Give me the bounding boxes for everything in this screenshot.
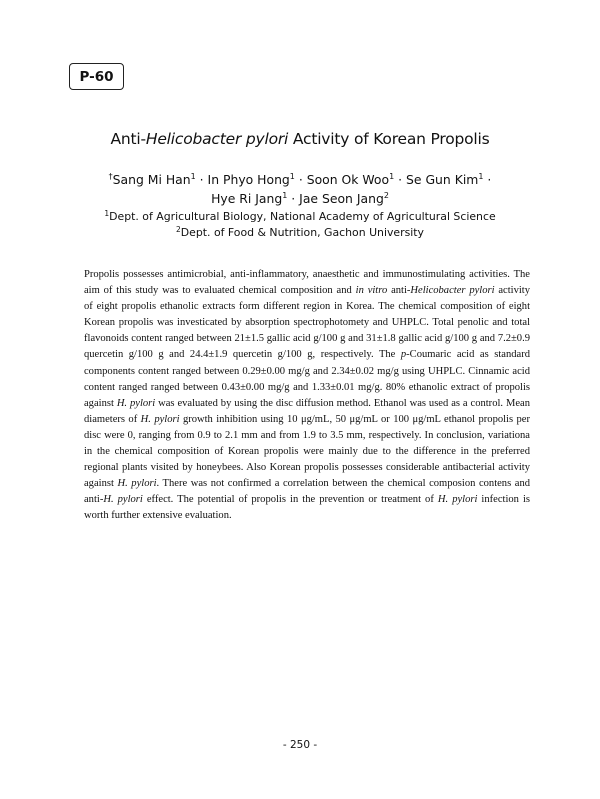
abstract-line: flavonoids content ranged between 21±1.5 gallic acid g/100 g and 31±1.8 gallic acid g/100 g and 7.2±0.9 — [84, 333, 530, 345]
author-separator: · — [195, 172, 208, 187]
author-list — [0, 170, 600, 208]
corresponding-mark: † — [108, 172, 113, 181]
abstract-line: disc were 0, ranging from 0.9 to 2.1 mm and from 1.9 to 3.5 mm, respectively. In conclusion, variationa — [84, 429, 530, 441]
author-name: Se Gun Kim — [406, 172, 479, 187]
author-line-2 — [0, 189, 600, 208]
author-name: Hye Ri Jang — [211, 191, 283, 206]
abstract-line: against H. pylori was evaluated by using the disc diffusion method. Ethanol was used as a control. Mean — [84, 397, 530, 409]
page-number: - 250 - — [282, 739, 318, 751]
affiliation-1: $^1$Dept. of Agricultural Biology, National Academy of Agricultural Science — [104, 209, 496, 223]
abstract-line: Propolis possesses antimicrobial, anti-inflammatory, anaesthetic and immunostimulating activities. The — [84, 269, 530, 280]
abstract-line: worth further extensive evaluation. — [84, 510, 232, 522]
author-affiliation-number: 1 — [289, 172, 295, 181]
abstract-line: against H. pylori. There was not confirmed a correlation between the chemical composion contens and — [84, 478, 531, 490]
author-separator: · — [483, 172, 492, 187]
poster-id-box — [69, 63, 124, 90]
author-separator: · — [287, 191, 300, 206]
author-affiliation-number: 1 — [389, 172, 395, 181]
author-name: Sang Mi Han — [112, 172, 191, 187]
abstract-line: components content ranged between 0.29±0.00 mg/g and 2.34±0.02 mg/g using UHPLC. Cinnamic acid — [84, 365, 530, 377]
author-separator: · — [294, 172, 307, 187]
author-name: Jae Seon Jang — [299, 191, 384, 206]
author-name: In Phyo Hong — [207, 172, 290, 187]
author-affiliation-number: 2 — [383, 191, 389, 200]
author-affiliation-number: 1 — [190, 172, 196, 181]
abstract-line: aim of this study was to evaluated chemical composition and in vitro anti-Helicobacter pylori activity — [84, 285, 531, 297]
author-affiliation-number: 1 — [478, 172, 484, 181]
abstract — [84, 267, 530, 525]
title-suffix: Activity of Korean Propolis — [288, 130, 490, 148]
author-name: Soon Ok Woo — [306, 172, 390, 187]
title-italic: Helicobacter pylori — [145, 130, 289, 148]
abstract-line: Korean propolis was investicated by absorption spectrophotomety and UHPLC. Total penolic and total — [84, 317, 530, 329]
abstract-line: regional plants visited by honeybees. Also Korean propolis possesses considerable antibacterial activity — [84, 462, 530, 474]
author-line-1 — [0, 170, 600, 189]
title-prefix: Anti- — [110, 130, 146, 148]
author-separator: · — [394, 172, 407, 187]
abstract-line: quercetin g/100 g and 24.4±1.9 quercetin g/100 g, respectively. The p-Coumaric acid as standard — [84, 349, 530, 361]
author-affiliation-number: 1 — [282, 191, 288, 200]
abstract-line: in the chemical composition of Korean propolis were mainly due to the difference in the preferred — [84, 446, 530, 458]
abstract-line: of eight propolis ethanolic extracts form different region in Korea. The chemical composition of eight — [84, 301, 530, 313]
abstract-line: anti-H. pylori effect. The potential of propolis in the prevention or treatment of H. pylori infection is — [84, 494, 531, 506]
poster-id: P-60 — [79, 68, 114, 85]
paper-title — [0, 130, 600, 148]
affiliation-2: $^2$Dept. of Food & Nutrition, Gachon University — [175, 225, 425, 239]
affiliations — [0, 209, 600, 241]
abstract-line: content ranged ranged between 0.43±0.00 mg/g and 1.33±0.01 mg/g. 80% ethanolic extract of propolis — [84, 381, 530, 393]
abstract-line: diameters of H. pylori growth inhibition using 10 μg/mL, 50 μg/mL or 100 μg/mL ethanol propolis per — [84, 413, 530, 425]
